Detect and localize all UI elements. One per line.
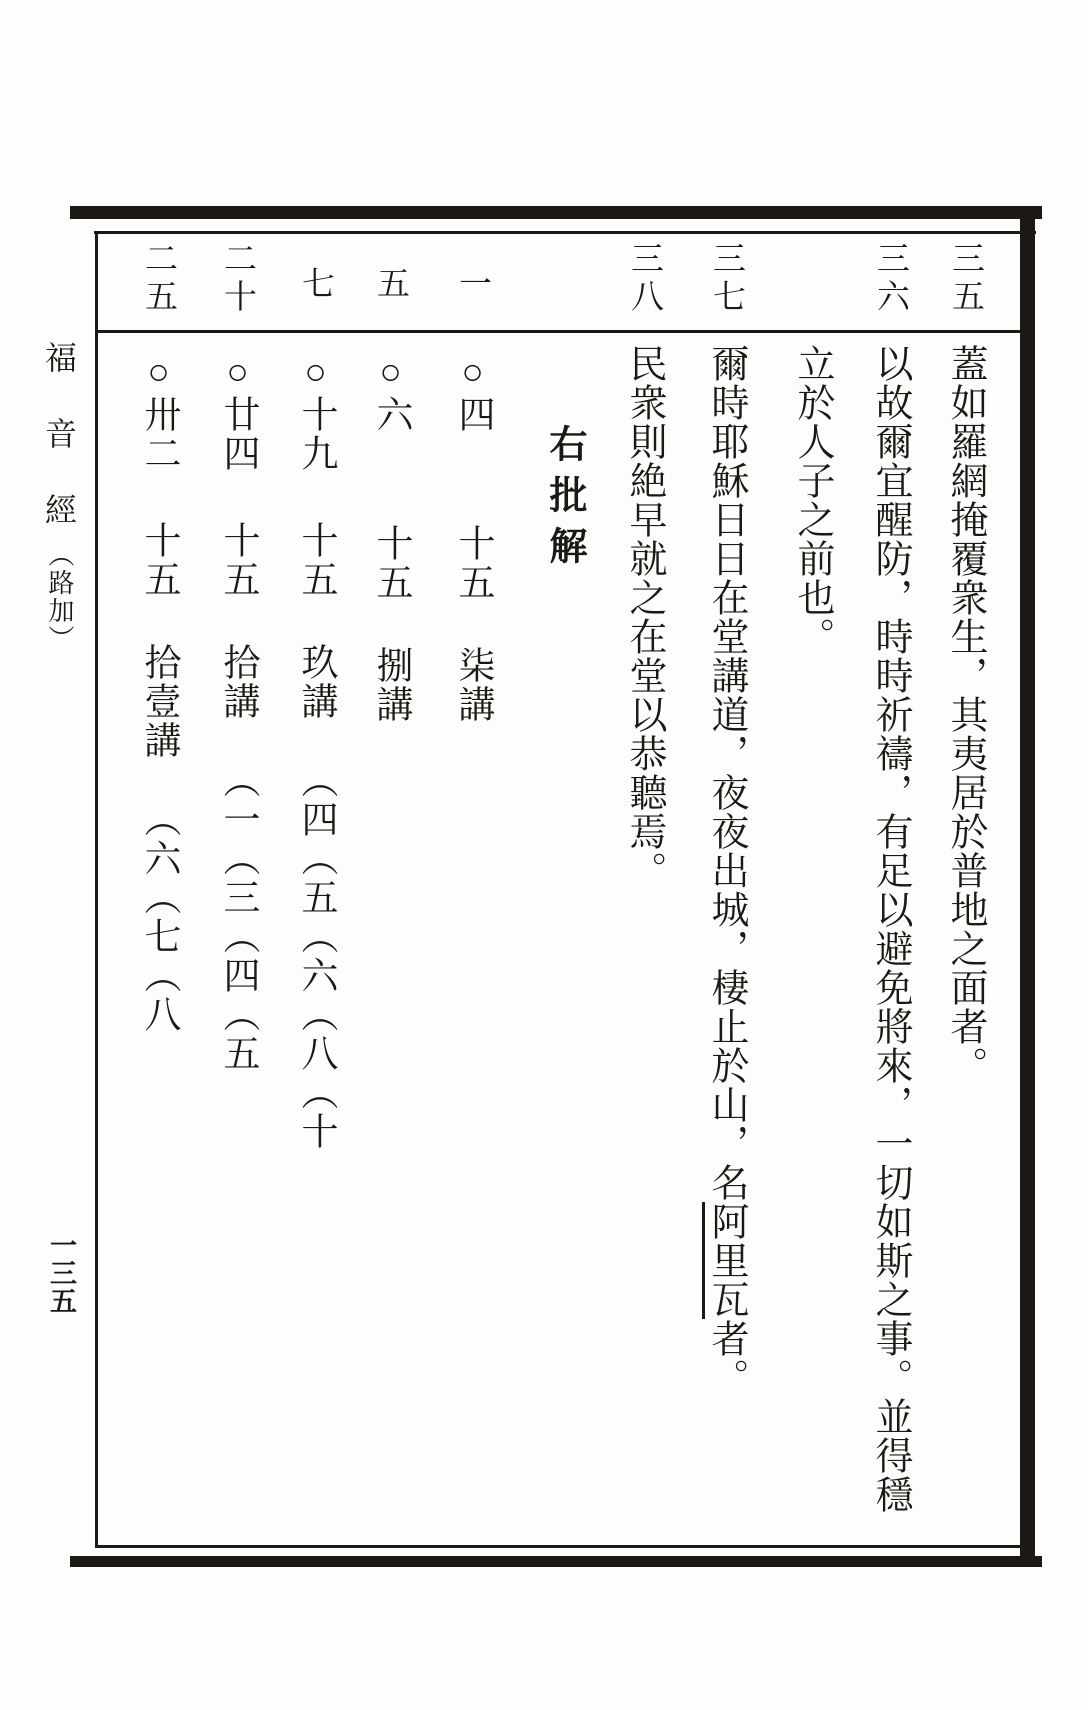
index-entry-book: 十五	[370, 524, 411, 602]
index-entry-20	[213, 352, 261, 1073]
index-number-25: 二五	[140, 241, 176, 317]
index-entry-ref: ○四	[452, 352, 493, 434]
index-entry-lecture: 捌講	[370, 646, 411, 724]
frame-bottom-thin-rule	[95, 1545, 1023, 1548]
index-entry-ref: ○十九	[295, 352, 336, 473]
index-entry-book: 十五	[138, 521, 179, 599]
index-entry-book: 十五	[295, 521, 336, 599]
index-entry-verses: （四（五（六（八（十	[295, 761, 336, 1151]
running-title	[36, 341, 82, 653]
index-number-5: 五	[372, 266, 408, 304]
running-title-char: 福	[41, 341, 77, 373]
verse-number-37: 三七	[708, 241, 744, 317]
header-divider-rule	[97, 330, 1020, 333]
index-entry-ref: ○廿四	[217, 352, 258, 473]
verse-35-text: 蓋如羅網掩覆衆生，其夷居於普地之面者。	[944, 344, 986, 1085]
index-entry-25	[134, 352, 182, 1034]
proper-noun-olivet: 阿里瓦	[702, 1202, 747, 1319]
index-entry-lecture: 拾壹講	[138, 643, 179, 760]
index-entry-book: 十五	[217, 521, 258, 599]
verse-37-text-post: 者。	[705, 1319, 747, 1397]
verse-number-36: 三六	[872, 241, 908, 317]
frame-left-rule	[95, 231, 98, 1548]
verse-36-text-continued: 立於人子之前也。	[791, 344, 833, 656]
index-entry-lecture: 柒講	[452, 646, 493, 724]
index-entry-5	[366, 352, 414, 724]
running-title-subtitle: （路加）	[45, 541, 74, 653]
index-entry-7	[291, 352, 339, 1151]
section-heading: 右批解	[543, 424, 585, 577]
index-entry-verses: （六（七（八	[138, 800, 179, 1034]
index-entry-lecture: 拾講	[217, 643, 258, 721]
running-title-char: 音	[41, 417, 77, 449]
index-number-20: 二十	[219, 241, 255, 317]
verse-37-text-pre: 爾時耶穌日日在堂講道，夜夜出城，棲止於山，名	[705, 344, 747, 1202]
index-entry-ref: ○卅二	[138, 352, 179, 473]
index-entry-ref: ○六	[370, 352, 411, 434]
running-title-char: 經	[41, 493, 77, 525]
verse-38-text: 民衆則絶早就之在堂以恭聽焉。	[623, 344, 665, 890]
page-number: 一三五	[46, 1231, 76, 1315]
verse-number-38: 三八	[626, 241, 662, 317]
verse-number-35: 三五	[947, 241, 983, 317]
index-entry-1	[448, 352, 496, 724]
index-entry-book: 十五	[452, 524, 493, 602]
index-entry-verses: （一（三（四（五	[217, 761, 258, 1073]
index-number-1: 一	[454, 266, 490, 304]
index-entry-lecture: 玖講	[295, 643, 336, 721]
frame-right-rule	[1020, 206, 1035, 1567]
frame-top-thin-rule	[94, 231, 1036, 234]
index-number-7: 七	[297, 266, 333, 304]
frame-top-thick-rule	[70, 206, 1042, 219]
verse-36-text: 以故爾宜醒防，時時祈禱，有足以避免將來，一切如斯之事。並得穩	[869, 344, 911, 1514]
frame-bottom-thick-rule	[70, 1556, 1042, 1567]
verse-37-text	[702, 344, 750, 1397]
